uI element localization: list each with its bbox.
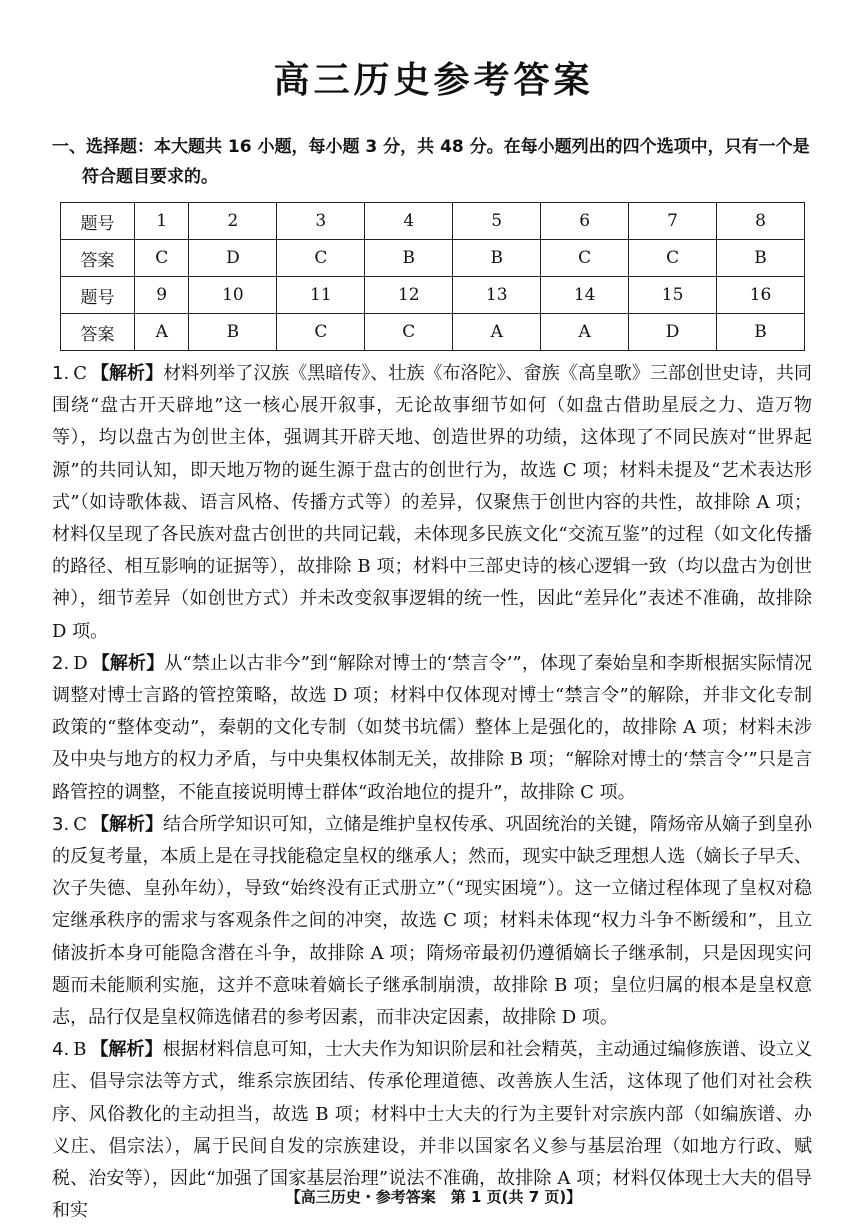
answer-table-body: [61, 203, 805, 351]
answer-cell: B: [189, 314, 277, 351]
question-number-cell: 7: [629, 203, 717, 240]
answer-cell: B: [717, 314, 805, 351]
item-answer: B: [73, 1039, 87, 1061]
question-number-cell: 5: [453, 203, 541, 240]
answer-cell: C: [277, 240, 365, 277]
page-footer: 【高三历史・参考答案 第 1 页(共 7 页)】: [285, 1188, 582, 1206]
item-number: 4.: [52, 1039, 70, 1061]
answer-cell: D: [629, 314, 717, 351]
explanation-item: [52, 358, 812, 648]
answer-cell: B: [717, 240, 805, 277]
question-number-cell: 15: [629, 277, 717, 314]
explanation-list: [52, 358, 812, 1227]
item-answer: C: [73, 363, 87, 384]
explanation-item: [52, 809, 812, 1034]
question-number-cell: 12: [365, 277, 453, 314]
item-number: 3.: [52, 813, 70, 835]
answer-cell: A: [541, 314, 629, 351]
section-heading: [52, 132, 812, 192]
question-number-cell: 4: [365, 203, 453, 240]
item-number: 2.: [52, 652, 70, 674]
analysis-text: 从“禁止以古非今”到“解除对博士的‘禁言令’”，体现了秦始皇和李斯根据实际情况调整对博士言路的管控策略，故选 D 项；材料中仅体现对博士“禁言令”的解除，并非文化专制政策的“整体变动”，秦朝的文化专制（如焚书坑儒）整体上是强化的，故排除 A 项；材料未涉及中央与地方的权力矛盾，与中央集权体制无关，故排除 B 项；“解除对博士的‘禁言令’”只是言路管控的调整，不能直接说明博士群体“政治地位的提升”，故排除 C 项。: [52, 652, 813, 803]
analysis-text: 结合所学知识可知，立储是维护皇权传承、巩固统治的关键，隋炀帝从嫡子到皇孙的反复考量，本质上是在寻找能稳定皇权的继承人；然而，现实中缺乏理想人选（嫡长子早夭、次子失德、皇孙年幼），导致“始终没有正式册立”（“现实困境”）。这一立储过程体现了皇权对稳定继承秩序的需求与客观条件之间的冲突，故选 C 项；材料未体现“权力斗争不断缓和”，且立储波折本身可能隐含潜在斗争，故排除 A 项；隋炀帝最初仍遵循嫡长子继承制，只是因现实问题而未能顺利实施，这并不意味着嫡长子继承制崩溃，故排除 B 项；皇位归属的根本是皇权意志，品行仅是皇权筛选储君的参考因素，而非决定因素，故排除 D 项。: [52, 813, 813, 1029]
explanation-item: [52, 648, 812, 809]
row-label: 答案: [61, 240, 135, 277]
answer-cell: B: [453, 240, 541, 277]
answer-cell: C: [365, 314, 453, 351]
answer-row: [61, 314, 805, 351]
answer-cell: C: [629, 240, 717, 277]
row-label: 题号: [61, 203, 135, 240]
section-heading-line1: [52, 132, 812, 162]
answer-cell: C: [277, 314, 365, 351]
analysis-tag: 【解析】: [90, 813, 164, 835]
question-number-cell: 9: [135, 277, 189, 314]
answer-table: [60, 202, 805, 351]
page-title: 高三历史参考答案: [273, 60, 594, 101]
answer-cell: A: [453, 314, 541, 351]
answer-row: [61, 240, 805, 277]
item-answer: D: [73, 652, 88, 674]
row-label: 答案: [61, 314, 135, 351]
section-heading-line2: 符合题目要求的。: [82, 167, 218, 187]
analysis-text: 材料列举了汉族《黑暗传》、壮族《布洛陀》、畲族《高皇歌》三部创世史诗，共同围绕“盘古开天辟地”这一核心展开叙事，无论故事细节如何（如盘古借助星辰之力、造万物等），均以盘古为创世主体，强调其开辟天地、创造世界的功绩，这体现了不同民族对“世界起源”的共同认知，即天地万物的诞生源于盘古的创世行为，故选 C 项；材料未提及“艺术表达形式”（如诗歌体裁、语言风格、传播方式等）的差异，仅聚焦于创世内容的共性，故排除 A 项；材料仅呈现了各民族对盘古创世的共同记载，未体现多民族文化“交流互鉴”的过程（如文化传播的路径、相互影响的证据等），故排除 B 项；材料中三部史诗的核心逻辑一致（均以盘古为创世神），细节差异（如创世方式）并未改变叙事逻辑的统一性，因此“差异化”表述不准确，故排除 D 项。: [52, 363, 813, 642]
section-number: 一、: [52, 137, 86, 157]
question-number-cell: 16: [717, 277, 805, 314]
answer-cell: A: [135, 314, 189, 351]
question-number-cell: 6: [541, 203, 629, 240]
question-number-cell: 8: [717, 203, 805, 240]
answer-cell: C: [135, 240, 189, 277]
row-label: 题号: [61, 277, 135, 314]
question-number-cell: 1: [135, 203, 189, 240]
item-number: 1.: [52, 363, 70, 384]
analysis-text: 根据材料信息可知，士大夫作为知识阶层和社会精英，主动通过编修族谱、设立义庄、倡导宗法等方式，维系宗族团结、传承伦理道德、改善族人生活，这体现了他们对社会秩序、风俗教化的主动担当，故选 B 项；材料中士大夫的行为主要针对宗族内部（如编族谱、办义庄、倡宗法），属于民间自发的宗族建设，并非以国家名义参与基层治理（如地方行政、赋税、治安等），因此“加强了国家基层治理”说法不准确，故排除 A 项；材料仅体现士大夫的倡导和实: [52, 1039, 813, 1222]
question-number-cell: 2: [189, 203, 277, 240]
question-number-cell: 3: [277, 203, 365, 240]
question-number-row: [61, 277, 805, 314]
question-number-row: [61, 203, 805, 240]
answer-cell: B: [365, 240, 453, 277]
question-number-cell: 14: [541, 277, 629, 314]
question-number-cell: 10: [189, 277, 277, 314]
question-number-cell: 11: [277, 277, 365, 314]
analysis-tag: 【解析】: [90, 363, 164, 384]
section-instructions: 选择题：本大题共 16 小题，每小题 3 分，共 48 分。在每小题列出的四个选项中，只有一个是: [86, 137, 810, 157]
analysis-tag: 【解析】: [91, 652, 165, 674]
answer-cell: C: [541, 240, 629, 277]
item-answer: C: [73, 813, 87, 835]
analysis-tag: 【解析】: [90, 1039, 163, 1061]
answer-cell: D: [189, 240, 277, 277]
question-number-cell: 13: [453, 277, 541, 314]
